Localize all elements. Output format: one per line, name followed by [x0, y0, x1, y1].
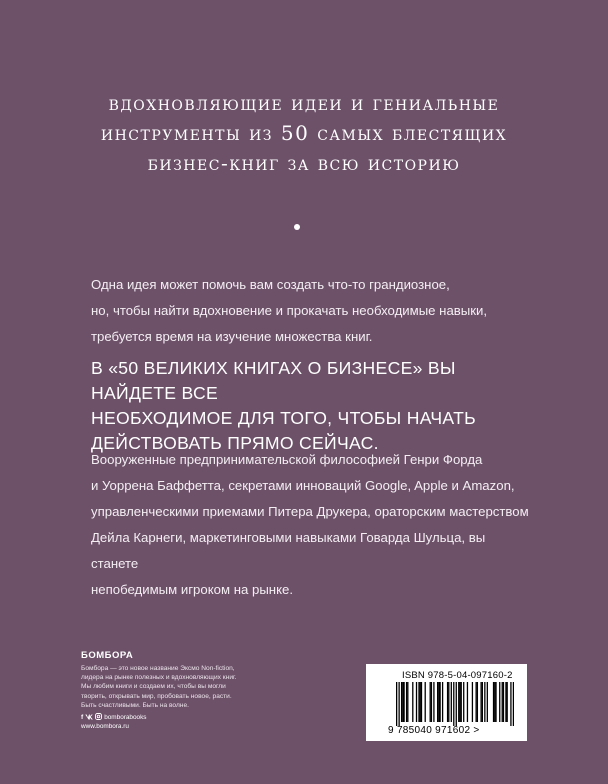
- divider-dot: [294, 224, 300, 230]
- barcode-bar: [401, 682, 402, 722]
- barcode-bar: [480, 682, 481, 722]
- headline-line: вдохновляющие идеи и гениальные: [108, 91, 500, 115]
- details-paragraph: [91, 447, 531, 603]
- isbn-barcode-block: [366, 664, 527, 741]
- details-line: управленческими приемами Питера Друкера, ораторским мастерством: [91, 504, 529, 519]
- barcode-bar: [475, 682, 476, 722]
- about-line: Мы любим книги и создаем их, чтобы вы могли: [81, 683, 226, 691]
- lead-line: ДЕЙСТВОВАТЬ ПРЯМО СЕЙЧАС.: [91, 433, 379, 453]
- barcode-bar: [433, 682, 434, 722]
- barcode-bar: [402, 682, 403, 722]
- barcode-bar: [510, 682, 511, 726]
- barcode-bar: [438, 682, 439, 722]
- barcode-bar: [437, 682, 438, 722]
- barcode: [396, 682, 514, 726]
- details-line: Вооруженные предпринимательской философией Генри Форда: [91, 452, 483, 467]
- isbn-label: ISBN 978-5-04-097160-2: [402, 670, 513, 681]
- barcode-bar: [472, 682, 473, 722]
- publisher-website[interactable]: www.bombora.ru: [81, 723, 129, 730]
- barcode-bar: [484, 682, 485, 722]
- barcode-bar: [412, 682, 413, 722]
- about-line: лидера на рынке полезных и вдохновляющих книг.: [81, 674, 237, 682]
- about-line: творить, открывать мир, пробовать новое, расти.: [81, 692, 232, 700]
- barcode-bar: [420, 682, 421, 722]
- barcode-bar: [439, 682, 440, 722]
- headline-line: инструменты из 50 самых блестящих: [100, 121, 508, 145]
- barcode-digits: 9 785040 971602 >: [388, 725, 480, 736]
- barcode-bar: [505, 682, 506, 722]
- barcode-bar: [431, 682, 432, 722]
- barcode-bar: [477, 682, 478, 722]
- barcode-bar: [453, 682, 454, 726]
- barcode-bar: [448, 682, 449, 722]
- intro-paragraph: [91, 272, 531, 350]
- barcode-bar: [447, 682, 448, 722]
- barcode-bar: [425, 682, 426, 722]
- barcode-bar: [467, 682, 468, 722]
- lead-line: В «50 ВЕЛИКИХ КНИГАХ О БИЗНЕСЕ» ВЫ НАЙДЕТЕ ВСЕ: [91, 358, 456, 403]
- barcode-bar: [442, 682, 443, 722]
- barcode-bar: [430, 682, 431, 722]
- barcode-bar: [463, 682, 464, 722]
- barcode-bar: [482, 682, 483, 722]
- lead-line: НЕОБХОДИМОЕ ДЛЯ ТОГО, ЧТОБЫ НАЧАТЬ: [91, 408, 476, 428]
- barcode-bar: [499, 682, 500, 722]
- intro-line: но, чтобы найти вдохновение и прокачать необходимые навыки,: [91, 303, 488, 318]
- barcode-bar: [418, 682, 419, 722]
- barcode-bar: [398, 682, 399, 726]
- details-line: непобедимым игроком на рынке.: [91, 582, 293, 597]
- about-line: Быть счастливыми. Быть на волне.: [81, 701, 189, 709]
- headline: [40, 88, 568, 178]
- barcode-bar: [456, 682, 457, 726]
- vk-icon[interactable]: [85, 714, 93, 722]
- barcode-bar: [503, 682, 504, 722]
- social-handle[interactable]: bomborabooks: [104, 714, 147, 721]
- social-links: [81, 713, 146, 722]
- barcode-bar: [507, 682, 508, 722]
- barcode-bar: [513, 682, 514, 726]
- barcode-bar: [461, 682, 462, 722]
- barcode-bar: [459, 682, 460, 722]
- facebook-icon[interactable]: f: [81, 714, 84, 721]
- barcode-bar: [487, 682, 488, 722]
- details-line: и Уоррена Баффетта, секретами инноваций Google, Apple и Amazon,: [91, 478, 515, 493]
- barcode-bar: [396, 682, 397, 726]
- barcode-bar: [403, 682, 404, 722]
- barcode-bar: [407, 682, 408, 722]
- barcode-bar: [406, 682, 407, 722]
- about-line: Бомбора — это новое название Эксмо Non-fiction,: [81, 665, 235, 672]
- instagram-icon[interactable]: [95, 713, 102, 722]
- barcode-bar: [495, 682, 496, 722]
- barcode-bar: [493, 682, 494, 722]
- barcode-bar: [458, 682, 459, 722]
- details-line: Дейла Карнеги, маркетинговыми навыками Говарда Шульца, вы станете: [91, 530, 486, 571]
- intro-line: требуется время на изучение множества книг.: [91, 329, 373, 344]
- intro-line: Одна идея может помочь вам создать что-то грандиозное,: [91, 277, 450, 292]
- headline-line: бизнес-книг за всю историю: [147, 151, 461, 175]
- barcode-bar: [494, 682, 495, 722]
- publisher-logo: БОМБОРА: [81, 650, 134, 661]
- barcode-bar: [416, 682, 417, 722]
- barcode-bar: [421, 682, 422, 722]
- publisher-about: [81, 664, 281, 710]
- lead-paragraph: [91, 356, 541, 456]
- barcode-bar: [502, 682, 503, 722]
- barcode-bar: [451, 682, 452, 722]
